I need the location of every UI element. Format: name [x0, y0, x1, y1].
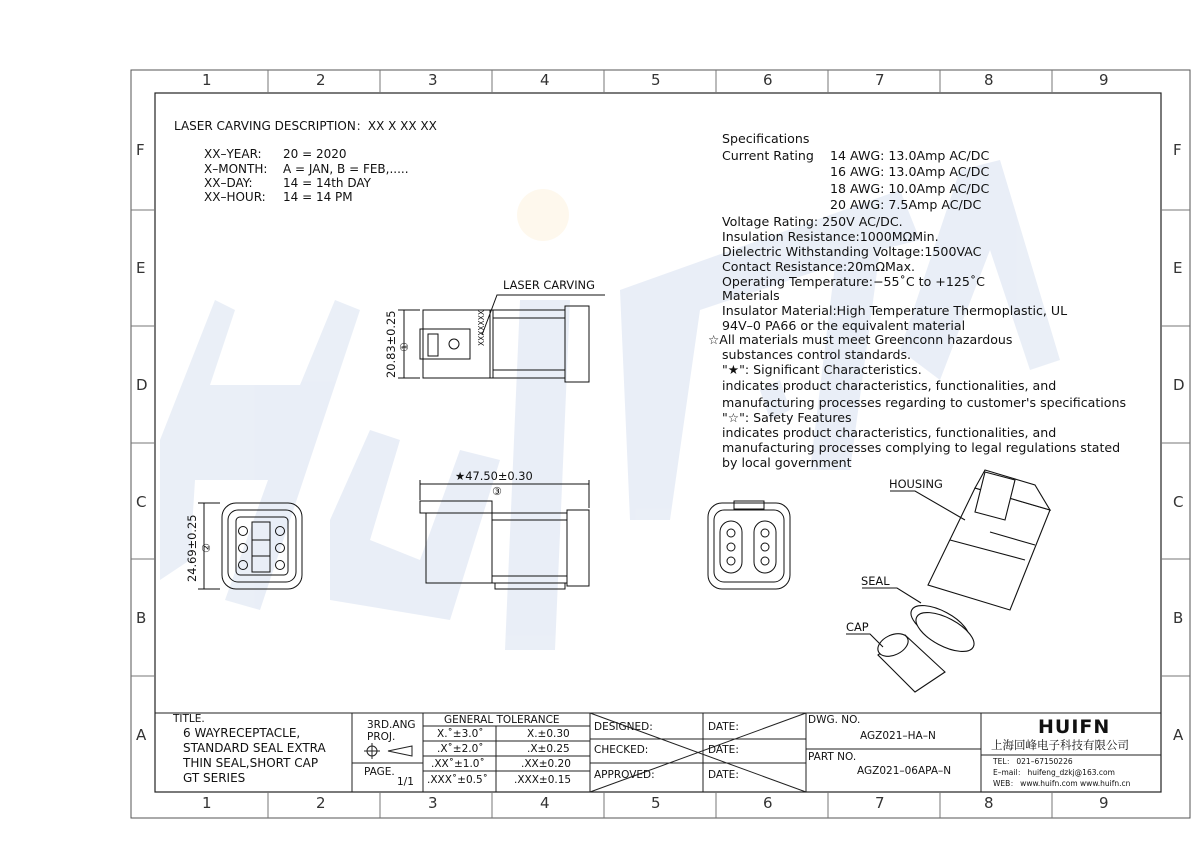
laser-day-key: XX–DAY: — [204, 176, 253, 190]
tol-angle: .XXX˚±0.5˚ — [427, 774, 488, 786]
grid-row-c-right: C — [1173, 493, 1184, 511]
spec-line: by local government — [722, 455, 852, 470]
grid-row-e: E — [136, 259, 146, 277]
title-label: TITLE. — [173, 713, 205, 725]
spec-line: Insulator Material:High Temperature Thermoplastic, UL — [722, 303, 1068, 318]
laser-carving-callout: LASER CARVING — [503, 278, 595, 292]
part-no-label: PART NO. — [808, 751, 857, 763]
dim-length-ref: ③ — [492, 485, 502, 498]
grid-col-1: 1 — [202, 71, 212, 89]
cap-callout: CAP — [846, 620, 869, 634]
grid-col-3-bottom: 3 — [428, 794, 438, 812]
spec-line: "★": Significant Characteristics. — [722, 362, 922, 377]
grid-row-b: B — [136, 609, 147, 627]
tol-angle: X.˚±3.0˚ — [437, 728, 484, 740]
grid-col-8-bottom: 8 — [984, 794, 994, 812]
dim-width-front: 24.69±0.25 — [185, 514, 199, 582]
company-logo: HUIFN — [1038, 716, 1111, 738]
title-line-1: 6 WAYRECEPTACLE, — [183, 726, 301, 740]
spec-line: Voltage Rating: 250V AC/DC. — [722, 214, 903, 229]
title-line-2: STANDARD SEAL EXTRA — [183, 741, 326, 755]
grid-row-e-right: E — [1173, 259, 1183, 277]
top-view — [398, 295, 605, 382]
grid-col-6-bottom: 6 — [763, 794, 773, 812]
grid-col-5-bottom: 5 — [651, 794, 661, 812]
tolerance-header: GENERAL TOLERANCE — [444, 714, 560, 726]
tol-linear: .XX±0.20 — [521, 758, 571, 770]
laser-day-val: 14 = 14th DAY — [283, 176, 371, 190]
grid-row-b-right: B — [1173, 609, 1184, 627]
grid-row-f-right: F — [1173, 141, 1182, 159]
page-value: 1/1 — [397, 776, 414, 788]
grid-col-4-bottom: 4 — [540, 794, 550, 812]
date-label: DATE: — [708, 721, 739, 733]
spec-heading: Specifications — [722, 131, 810, 146]
laser-hour-val: 14 = 14 PM — [283, 190, 353, 204]
spec-line: Insulation Resistance:1000MΩMin. — [722, 229, 939, 244]
tol-angle: .XX˚±1.0˚ — [431, 758, 485, 770]
spec-current-16: 16 AWG: 13.0Amp AC/DC — [830, 164, 990, 179]
grid-col-2: 2 — [316, 71, 326, 89]
grid-col-1-bottom: 1 — [202, 794, 212, 812]
spec-line: Contact Resistance:20mΩMax. — [722, 259, 916, 274]
grid-row-d-right: D — [1173, 376, 1185, 394]
page-label: PAGE. — [364, 766, 395, 778]
dim-height-top: 20.83±0.25 — [384, 310, 398, 378]
grid-row-f: F — [136, 141, 145, 159]
dim-height-top-ref: ① — [398, 342, 411, 352]
spec-line: indicates product characteristics, functionalities, and — [722, 425, 1057, 440]
tol-linear: .XXX±0.15 — [514, 774, 572, 786]
spec-line: Operating Temperature:−55˚C to +125˚C — [722, 274, 985, 289]
laser-year-val: 20 = 2020 — [283, 147, 347, 161]
grid-row-c: C — [136, 493, 147, 511]
dim-length: ★47.50±0.30 — [455, 469, 533, 483]
laser-title: LASER CARVING DESCRIPTION：XX X XX XX — [174, 119, 437, 133]
grid-col-8: 8 — [984, 71, 994, 89]
grid-col-9: 9 — [1099, 71, 1109, 89]
dwg-no-label: DWG. NO. — [808, 714, 861, 726]
dim-width-front-ref: ② — [200, 543, 213, 553]
spec-line: 94V–0 PA66 or the equivalent material — [722, 318, 966, 333]
grid-col-9-bottom: 9 — [1099, 794, 1109, 812]
date-label: DATE: — [708, 744, 739, 756]
spec-current-label: Current Rating — [722, 148, 814, 163]
part-no-value: AGZ021–06APA–N — [857, 765, 952, 777]
grid-col-2-bottom: 2 — [316, 794, 326, 812]
laser-year-key: XX–YEAR: — [204, 147, 262, 161]
company-name: 上海回峰电子科技有限公司 — [991, 738, 1129, 752]
housing-callout: HOUSING — [889, 477, 943, 491]
spec-line: Materials — [722, 288, 780, 303]
grid-col-7-bottom: 7 — [875, 794, 885, 812]
approved-label: APPROVED: — [594, 769, 655, 781]
title-line-4: GT SERIES — [183, 771, 246, 785]
laser-hour-key: XX–HOUR: — [204, 190, 266, 204]
laser-month-key: X–MONTH: — [204, 162, 268, 176]
date-label: DATE: — [708, 769, 739, 781]
company-web: WEB： www.huifn.com www.huifn.cn — [993, 779, 1131, 788]
spec-line: Dielectric Withstanding Voltage:1500VAC — [722, 244, 982, 259]
grid-row-a: A — [136, 726, 147, 744]
grid-col-7: 7 — [875, 71, 885, 89]
spec-current-20: 20 AWG: 7.5Amp AC/DC — [830, 197, 982, 212]
spec-line: ☆All materials must meet Greenconn hazardous — [708, 332, 1013, 347]
dwg-no-value: AGZ021–HA–N — [860, 730, 936, 742]
grid-row-d: D — [136, 376, 148, 394]
front-view-right — [708, 501, 790, 589]
spec-line: manufacturing processes regarding to customer's specifications — [722, 395, 1127, 410]
grid-col-6: 6 — [763, 71, 773, 89]
company-email: E–mail： huifeng_dzkj@163.com — [993, 768, 1115, 777]
seal-callout: SEAL — [861, 574, 890, 588]
spec-line: manufacturing processes complying to legal regulations stated — [722, 440, 1121, 455]
spec-line: substances control standards. — [722, 347, 912, 362]
grid-col-3: 3 — [428, 71, 438, 89]
part-mark-text: XXXXXXX — [477, 310, 486, 346]
grid-row-a-right: A — [1173, 726, 1184, 744]
spec-current-18: 18 AWG: 10.0Amp AC/DC — [830, 181, 990, 196]
spec-current-14: 14 AWG: 13.0Amp AC/DC — [830, 148, 990, 163]
checked-label: CHECKED: — [594, 744, 649, 756]
tol-angle: .X˚±2.0˚ — [437, 743, 484, 755]
title-line-3: THIN SEAL,SHORT CAP — [183, 756, 319, 770]
grid-col-4: 4 — [540, 71, 550, 89]
tol-linear: .X±0.25 — [527, 743, 570, 755]
spec-line: "☆": Safety Features — [722, 410, 852, 425]
grid-col-5: 5 — [651, 71, 661, 89]
spec-line: indicates product characteristics, functionalities, and — [722, 378, 1057, 393]
tol-linear: X.±0.30 — [527, 728, 570, 740]
laser-month-val: A = JAN, B = FEB,..... — [283, 162, 409, 176]
projection-label: 3RD.ANG PROJ. — [367, 719, 416, 743]
designed-label: DESIGNED: — [594, 721, 653, 733]
company-tel: TEL： 021–67150226 — [993, 757, 1073, 766]
